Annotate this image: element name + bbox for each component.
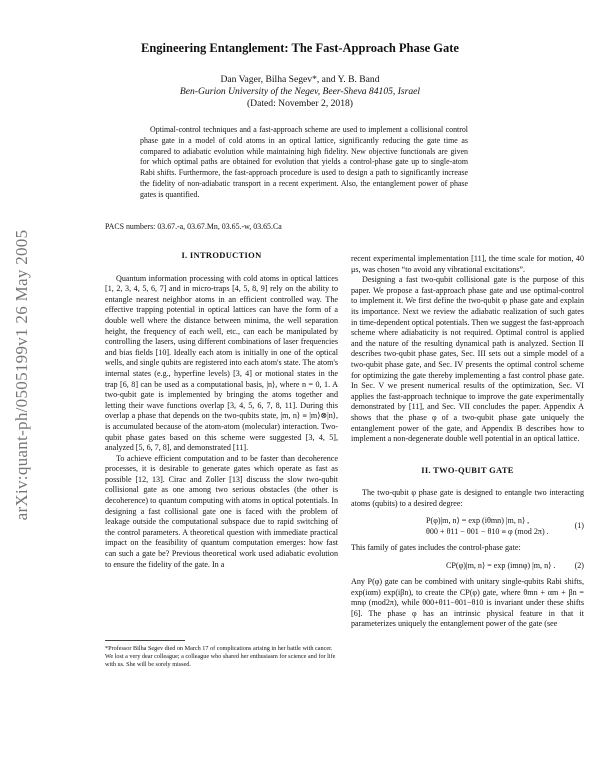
- left-column: [105, 250, 338, 570]
- arxiv-stamp: [2, 150, 42, 600]
- footnote: [105, 640, 338, 669]
- abstract: Optimal-control techniques and a fast-approach scheme are used to implement a collisional control phase gate in a model of cold atoms in an optical lattice, significantly reducing the gate time as compared to adiabatic evolution while maintaining high fidelity. New objective functionals are given for which optimal paths are obtained for evolution that yields a control-phase gate up to single-atom Rabi shifts. Furthermore, the fast-approach procedure is used to design a path to significantly increase the fidelity of non-adiabatic transport in a recent experiment. Also, the entanglement power of phase gates is quantified.: [140, 125, 468, 199]
- equation-1-line-1: P(φ)|m, n⟩ = exp (iθmn) |m, n⟩ ,: [426, 516, 530, 526]
- paper-title: Engineering Entanglement: The Fast-Approach Phase Gate: [141, 41, 459, 55]
- section-heading-introduction: I. INTRODUCTION: [181, 250, 262, 260]
- gate-paragraph-2: This family of gates includes the control-phase gate:: [351, 543, 521, 553]
- arxiv-id: arXiv:quant-ph/0505199v1 26 May 2005: [12, 229, 31, 521]
- intro-paragraph-2: To achieve efficient computation and to be faster than decoherence processes, it is desirable to generate gates which operate as fast as possible [12, 13]. Cirac and Zoller [13] discuss the slow two-qubit collisional gate as one among two serious obstacles (the other is decoherence) to quantum computing with atoms in optical potentials. In designing a fast collisional gate one is faced with the problem of leakage outside the computational subspace due to rapid switching of the control parameters. A theoretical question with immediate practical impact on the feasibility of quantum computation emerges: how fast can such a gate be? Previous theoretical work used adiabatic evolution to ensure the fidelity of the gate. In a: [105, 453, 338, 569]
- pacs-numbers: PACS numbers: 03.67.-a, 03.67.Mn, 03.65.-w, 03.65.Ca: [105, 222, 282, 231]
- equation-1: [351, 515, 584, 537]
- footnote-rule: [105, 640, 185, 641]
- equation-2-number: (2): [574, 561, 584, 571]
- intro-paragraph-continued: recent experimental implementation [11], the time scale for motion, 40 μs, was chosen “to avoid any vibrational excitations”.: [351, 254, 584, 274]
- intro-paragraph-3: Designing a fast two-qubit collisional gate is the purpose of this paper. We propose a fast-approach phase gate and use optimal-control to implement it. We first define the two-qubit φ phase gate and explain its importance. Next we review the adiabatic realization of such gates in time-dependent optical potentials. Then we suggest the fast-approach scheme where adiabaticity is not required. Optimal control is applied and the nature of the resulting dynamical path is analyzed. Section II describes two-qubit phase gates, Sec. III sets out a simple model of a two-qubit phase gate, and Sec. IV presents the optimal control scheme for optimizing the gate thereby implementing a fast control phase gate. In Sec. V we present numerical results of the optimization, Sec. VI applies the fast-approach technique to improve the gate experimentally demonstrated by [11], and Sec. VII concludes the paper. Appendix A shows that the phase φ of a two-qubit phase gate uniquely the entanglement power of the gate, and Appendix B describes how to implement a non-degenerate double well potential in an optical lattice.: [351, 275, 584, 444]
- intro-paragraph-1: Quantum information processing with cold atoms in optical lattices [1, 2, 3, 4, 5, 6, 7] and in micro-traps [4, 5, 8, 9] rely on the ability to entangle nearest neighbor atoms in an efficient controlled way. The effective trapping potential in optical lattices can have the form of a double well where the distance between minima, the well separation height, the frequency of each well, etc., can each be manipulated by controlling the lasers, using different combinations of laser frequencies and bias fields [10]. Ideally each atom is initially in one of the optical wells, and single qubits are registered into each atom's state. The atom's internal states (e.g., hyperfine levels) [3, 4] or motional states in the trap [6, 8] can be used as a computational basis, |n⟩, where n = 0, 1. A two-qubit gate is implemented by bringing the atoms together and letting their wave functions overlap [3, 4, 5, 6, 7, 8, 11]. During this overlap a phase that depends on the two-qubits state, |m, n⟩ ≡ |m⟩⊗|n⟩, is accumulated because of the atom-atom (molecular) interaction. Two-qubit phase gates based on this scheme were suggested [3, 4, 5], analyzed [5, 6, 7, 8], and demonstrated [11].: [105, 273, 338, 453]
- authors: Dan Vager, Bilha Segev*, and Y. B. Band: [220, 74, 380, 85]
- equation-2-body: CP(φ)|m, n⟩ = exp (imnφ) |m, n⟩ .: [446, 561, 556, 571]
- section-heading-two-qubit-gate: II. TWO-QUBIT GATE: [421, 464, 514, 475]
- right-column: [351, 254, 584, 630]
- affiliation: Ben-Gurion University of the Negev, Beer-Sheva 84105, Israel: [179, 86, 421, 97]
- equation-2: [351, 560, 584, 571]
- footnote-text: *Professor Bilha Segev died on March 17 of complications arising in her battle with cancer. We lost a very dear colleague; a colleague who shared her enthusiasm for science and for life with us. She will be sorely missed.: [105, 645, 336, 668]
- gate-paragraph-3: Any P(φ) gate can be combined with unitary single-qubits Rabi shifts, exp(iαm) exp(iβn), to create the CP(φ) gate, where θmn + αm + βn = mnφ (mod2π), while θ00+θ11−θ01−θ10 is invariant under these shifts [6]. The phase φ has an intrinsic physical feature in that it parameterizes uniquely the entanglement power of the gate (see: [351, 577, 584, 629]
- gate-paragraph-1: The two-qubit φ phase gate is designed to entangle two interacting atoms (qubits) to a desired degree:: [351, 488, 584, 508]
- equation-1-line-2: θ00 + θ11 − θ01 − θ10 ≡ φ (mod 2π) .: [426, 527, 549, 537]
- date-line: (Dated: November 2, 2018): [246, 98, 354, 109]
- equation-1-number: (1): [574, 521, 584, 531]
